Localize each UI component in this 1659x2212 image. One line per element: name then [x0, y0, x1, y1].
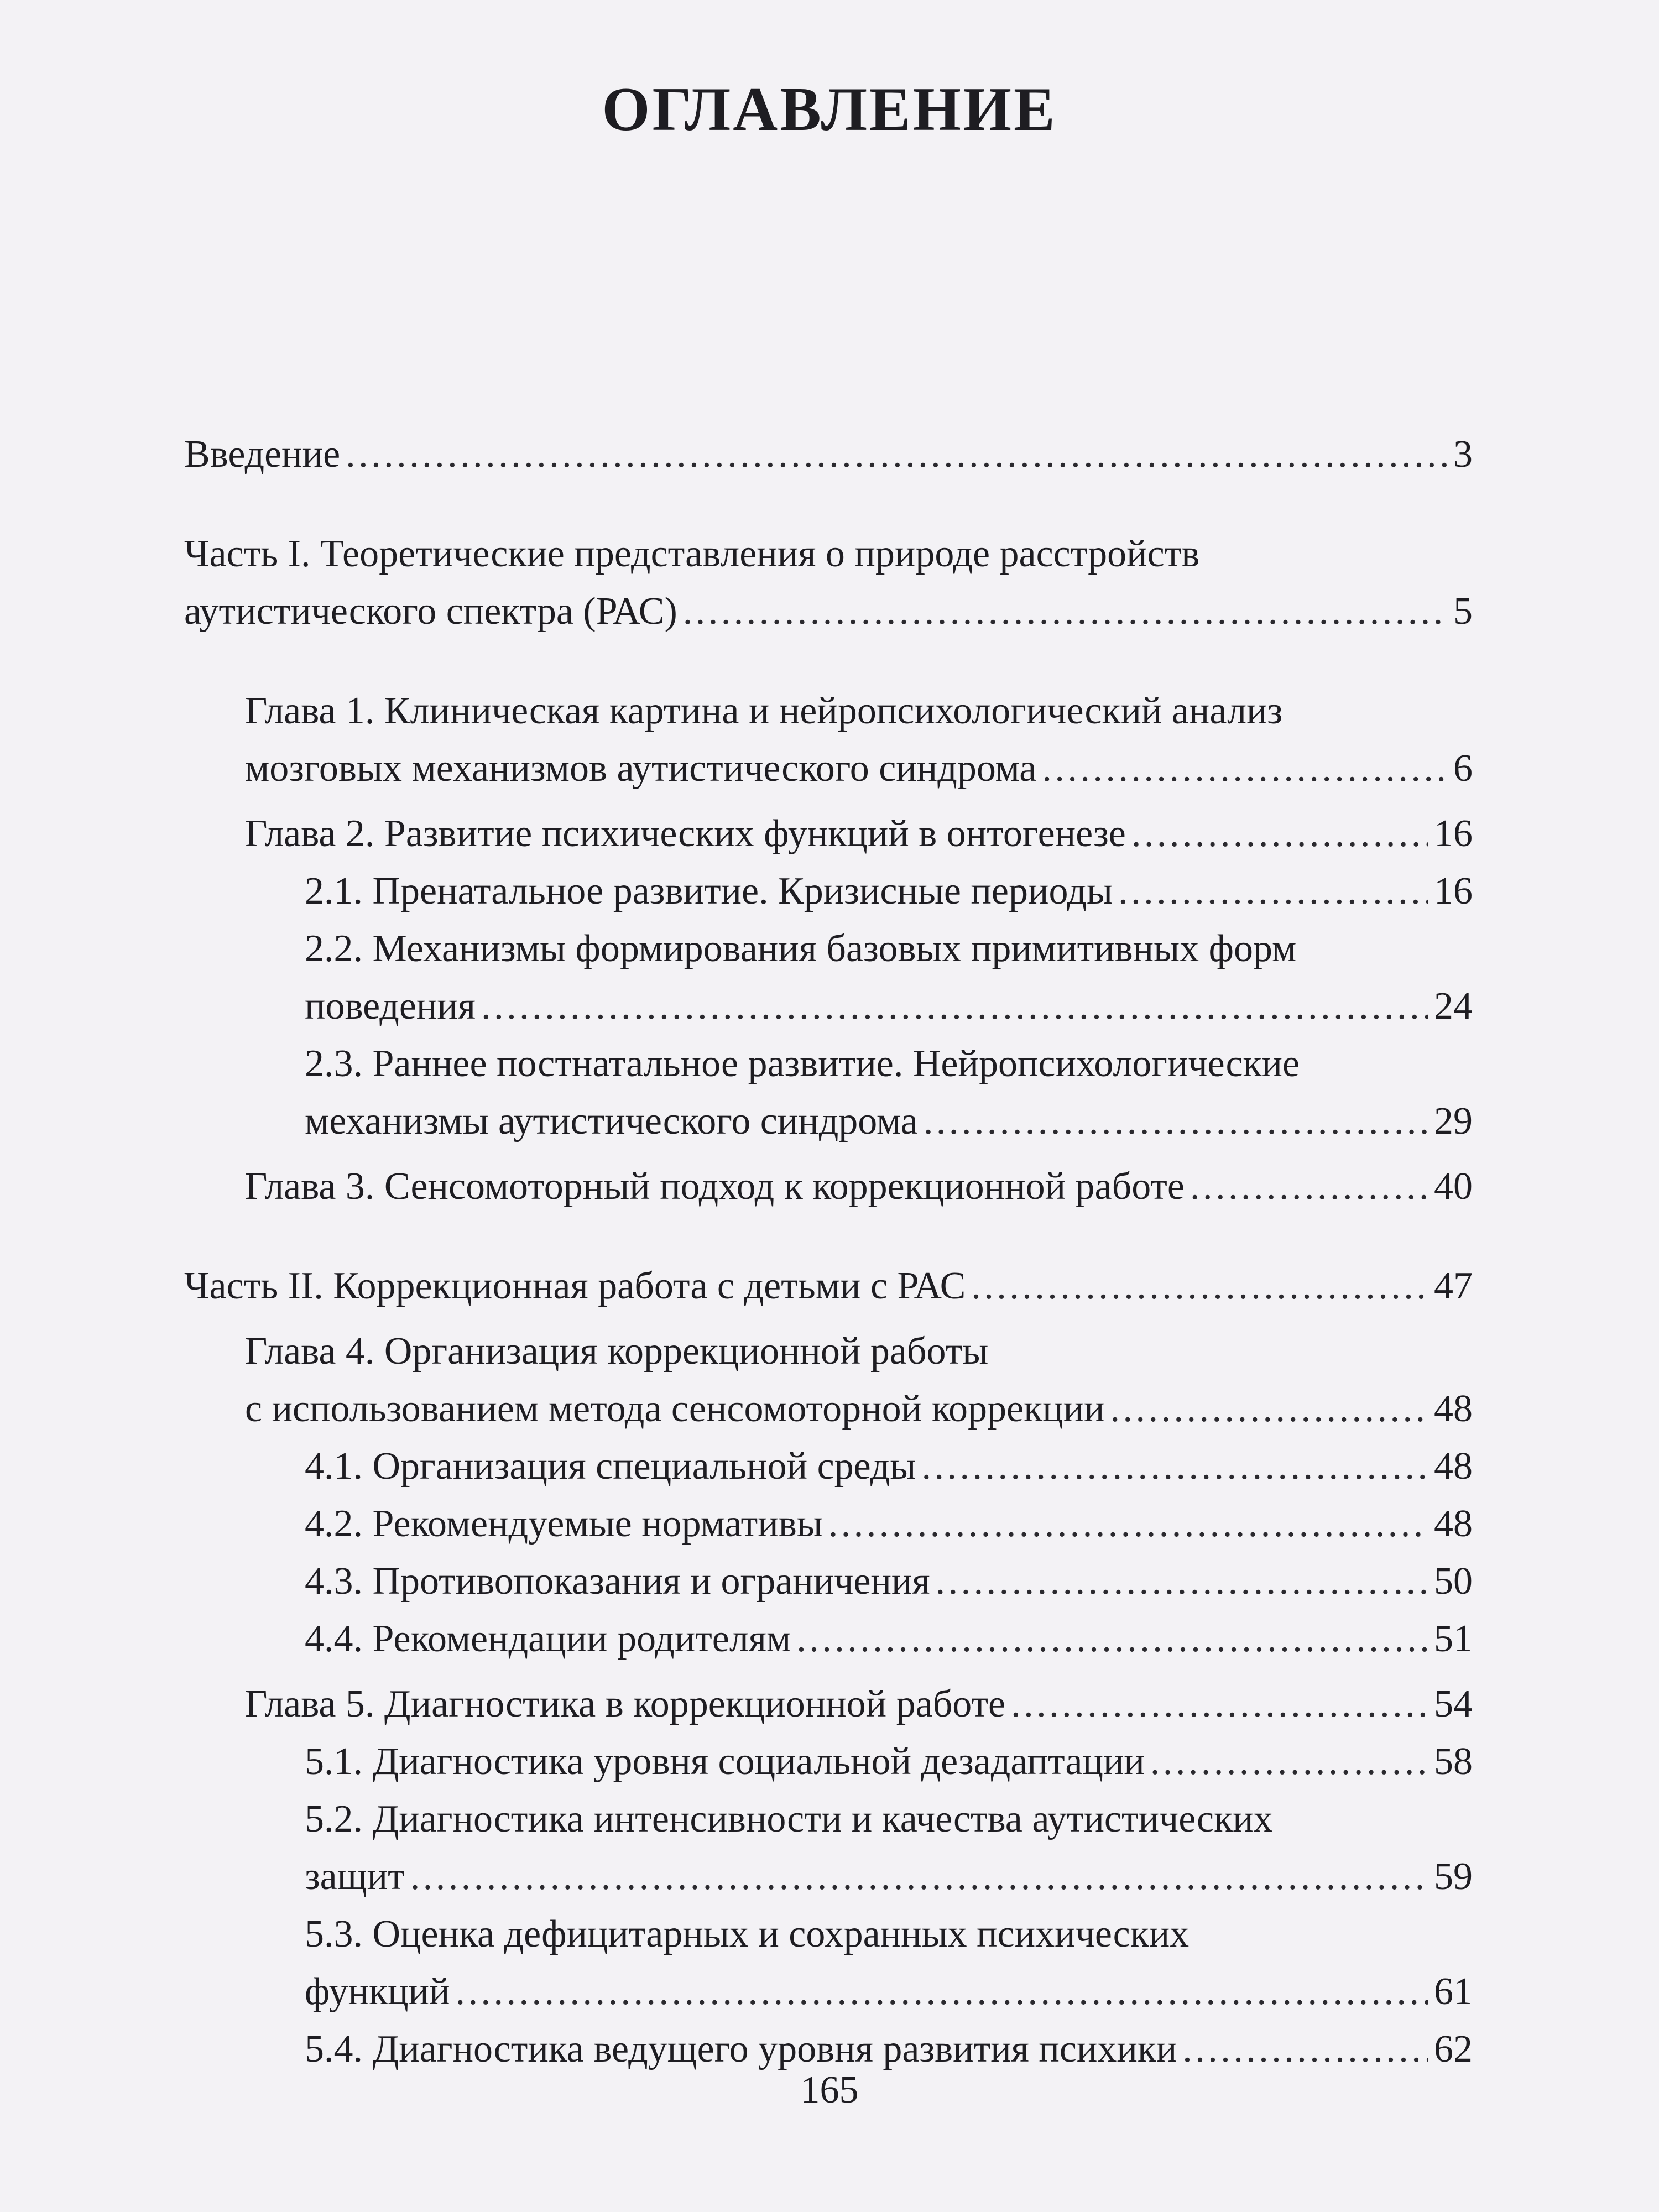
page-number: 165 [800, 2069, 859, 2111]
toc-entry-page-number: 51 [1434, 1618, 1473, 1660]
dot-leader [683, 583, 1448, 640]
toc-entry-title: поведения [305, 985, 476, 1027]
toc-entry-page-number: 40 [1434, 1165, 1473, 1208]
toc-entry [184, 426, 1473, 483]
toc-entry-title: 5.4. Диагностика ведущего уровня развития психики [305, 2028, 1177, 2070]
dot-leader [455, 1963, 1428, 2021]
toc-entry-page-number: 47 [1434, 1265, 1473, 1307]
toc-entry-title: 4.3. Противопоказания и ограничения [305, 1560, 930, 1603]
toc-entry-text-line: 5.3. Оценка дефицитарных и сохранных психических [305, 1913, 1190, 1955]
toc-entry [184, 920, 1473, 1035]
toc-entry [184, 1610, 1473, 1668]
dot-leader [936, 1553, 1428, 1610]
toc-entry-title: функций [305, 1970, 450, 2013]
toc-entry-page-number: 16 [1434, 870, 1473, 912]
toc-entry-page-number: 24 [1434, 985, 1473, 1027]
toc-entry-page-number: 48 [1434, 1387, 1473, 1430]
toc-entry-text-line: Часть I. Теоретические представления о природе расстройств [184, 533, 1200, 575]
table-of-contents [184, 426, 1473, 2078]
toc-entry [184, 1495, 1473, 1553]
toc-entry-text-line: Глава 1. Клиническая картина и нейропсихологический анализ [245, 690, 1283, 732]
toc-entry-title: 2.1. Пренатальное развитие. Кризисные периоды [305, 870, 1113, 912]
toc-entry-title: 4.4. Рекомендации родителям [305, 1618, 791, 1660]
toc-entry-title: Часть II. Коррекционная работа с детьми с РАС [184, 1265, 966, 1307]
toc-entry-page-number: 59 [1434, 1855, 1473, 1898]
toc-entry-page-number: 58 [1434, 1740, 1473, 1783]
dot-leader [1150, 1733, 1428, 1791]
dot-leader [828, 1495, 1428, 1553]
toc-entry [184, 1035, 1473, 1150]
dot-leader [481, 978, 1428, 1035]
toc-entry-title: Глава 5. Диагностика в коррекционной работе [245, 1683, 1006, 1725]
toc-entry-title: Введение [184, 433, 341, 476]
toc-entry [184, 863, 1473, 920]
toc-entry [184, 1733, 1473, 1791]
toc-entry-page-number: 6 [1453, 747, 1473, 790]
toc-entry-title: Глава 2. Развитие психических функций в онтогенезе [245, 812, 1126, 855]
page-title: ОГЛАВЛЕНИЕ [602, 75, 1057, 144]
toc-entry-title: с использованием метода сенсомоторной коррекции [245, 1387, 1105, 1430]
toc-entry-title: Глава 3. Сенсомоторный подход к коррекционной работе [245, 1165, 1185, 1208]
toc-entry [184, 805, 1473, 863]
toc-entry-title: механизмы аутистического синдрома [305, 1100, 918, 1142]
dot-leader [346, 426, 1448, 483]
toc-entry-page-number: 3 [1453, 433, 1473, 476]
toc-entry [184, 1906, 1473, 2021]
toc-entry-title: защит [305, 1855, 405, 1898]
toc-entry [184, 525, 1473, 640]
dot-leader [410, 1848, 1428, 1906]
toc-entry-title: 5.1. Диагностика уровня социальной дезадаптации [305, 1740, 1145, 1783]
toc-entry-title: аутистического спектра (РАС) [184, 590, 677, 633]
toc-entry [184, 1553, 1473, 1610]
dot-leader [1190, 1158, 1428, 1215]
toc-entry-title: 4.2. Рекомендуемые нормативы [305, 1503, 823, 1545]
toc-entry-page-number: 61 [1434, 1970, 1473, 2013]
toc-entry-title: 4.1. Организация специальной среды [305, 1445, 916, 1488]
toc-entry [184, 1323, 1473, 1438]
toc-entry-text-line: 5.2. Диагностика интенсивности и качества аутистических [305, 1798, 1273, 1840]
toc-entry-page-number: 16 [1434, 812, 1473, 855]
toc-entry-text-line: Глава 4. Организация коррекционной работы [245, 1330, 989, 1373]
dot-leader [1110, 1380, 1429, 1438]
dot-leader [924, 1093, 1428, 1150]
toc-entry-page-number: 62 [1434, 2028, 1473, 2070]
dot-leader [1011, 1676, 1428, 1733]
toc-entry-text-line: 2.3. Раннее постнатальное развитие. Нейропсихологические [305, 1042, 1300, 1085]
dot-leader [1131, 805, 1428, 863]
dot-leader [971, 1258, 1428, 1315]
toc-entry-page-number: 48 [1434, 1503, 1473, 1545]
toc-entry [184, 1676, 1473, 1733]
toc-entry-title: мозговых механизмов аутистического синдрома [245, 747, 1037, 790]
dot-leader [796, 1610, 1428, 1668]
dot-leader [921, 1438, 1428, 1495]
toc-entry [184, 682, 1473, 797]
toc-entry [184, 1438, 1473, 1495]
toc-entry-page-number: 29 [1434, 1100, 1473, 1142]
toc-entry [184, 1258, 1473, 1315]
toc-entry [184, 1158, 1473, 1215]
toc-entry-page-number: 48 [1434, 1445, 1473, 1488]
toc-entry-page-number: 5 [1453, 590, 1473, 633]
toc-entry-text-line: 2.2. Механизмы формирования базовых примитивных форм [305, 927, 1297, 970]
dot-leader [1042, 740, 1448, 797]
dot-leader [1118, 863, 1428, 920]
toc-entry [184, 1791, 1473, 1906]
toc-entry-page-number: 50 [1434, 1560, 1473, 1603]
toc-entry-page-number: 54 [1434, 1683, 1473, 1725]
